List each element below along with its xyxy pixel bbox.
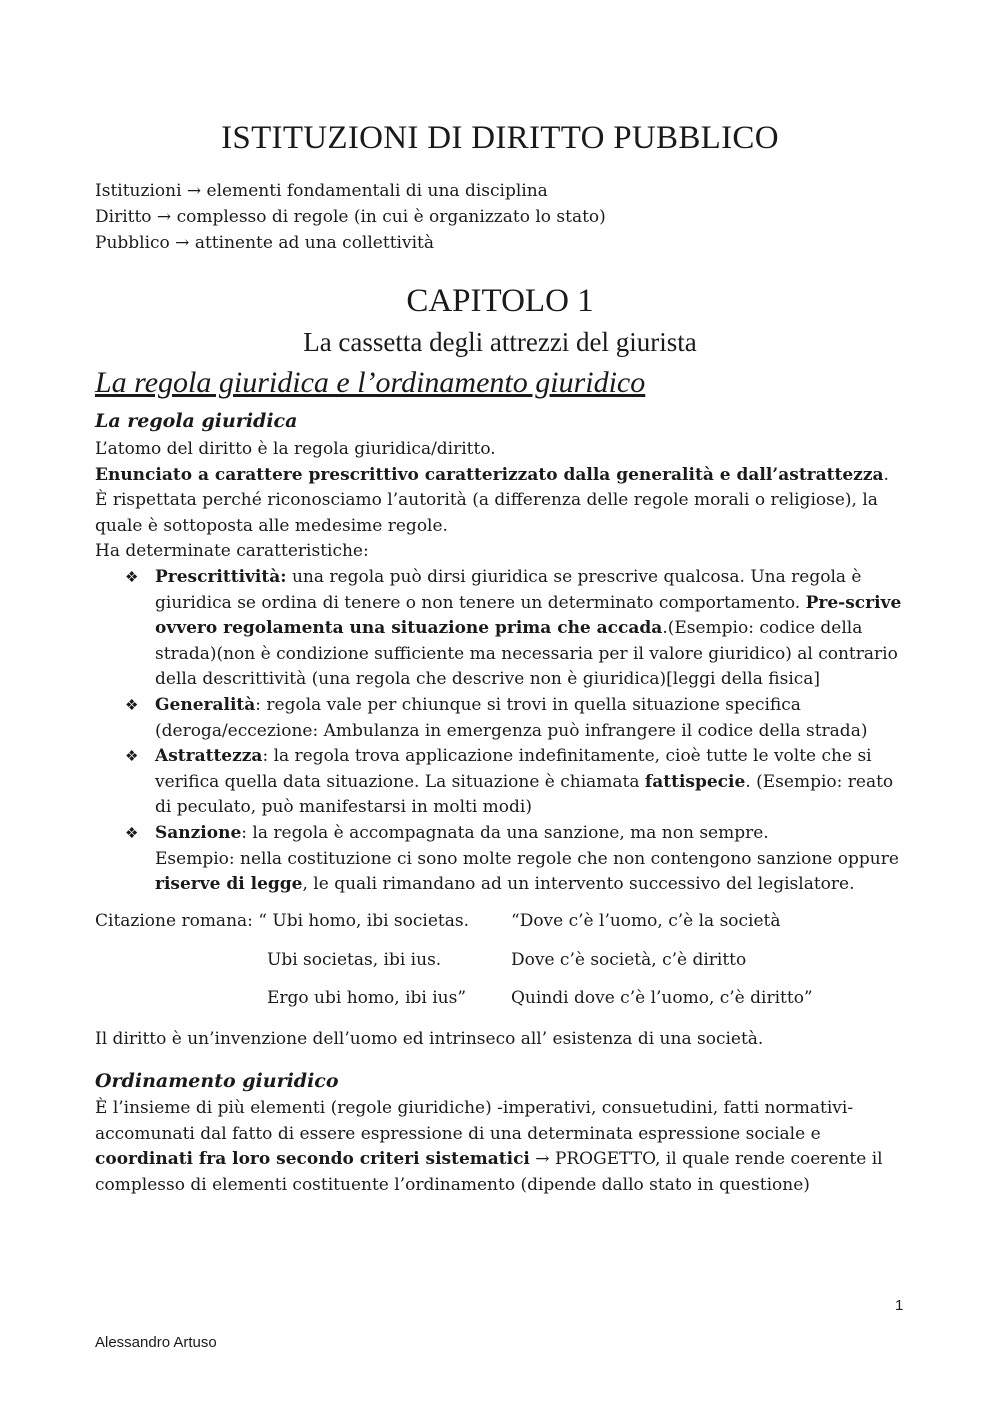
ordinamento-bold: coordinati fra loro secondo criteri sistematici	[95, 1149, 530, 1170]
ordinamento-text-rest: → PROGETTO, il quale rende coerente il complesso di elementi costituente l’ordinamento (dipende dallo stato in questione)	[95, 1149, 883, 1195]
bullet-term: Astrattezza	[155, 746, 263, 767]
diamond-bullet-icon: ❖	[125, 747, 139, 766]
bullet-term: Prescrittività:	[155, 567, 287, 587]
bullet-bold-text: Pre-scrive ovvero regolamenta una situazione prima che accada	[155, 592, 902, 639]
bullet-text-continued: , le quali rimandano ad un intervento successivo del legislatore.	[302, 874, 855, 895]
definition-pubblico: Pubblico → attinente ad una collettività	[95, 233, 434, 253]
regola-definition-rest: . È rispettata perché riconosciamo l’autorità (a differenza delle regole morali o religiose), la quale è sottoposta alle medesime regole.	[95, 464, 889, 536]
definition-diritto: Diritto → complesso di regole (in cui è organizzato lo stato)	[95, 207, 606, 227]
citation-italian-2: Dove c’è società, c’è diritto	[511, 950, 747, 970]
bullet-text-continued: .(Esempio: codice della strada)(non è condizione sufficiente ma necessaria per il valore giuridico) al contrario della descrittività (una regola che descrive non è giuridica)[leggi della fisica]	[155, 618, 898, 690]
bullet-term: Sanzione	[155, 822, 242, 843]
regola-definition-bold: Enunciato a carattere prescrittivo caratterizzato dalla generalità e dall’astrattezza	[95, 464, 884, 485]
citation-latin-3: Ergo ubi homo, ibi ius”	[267, 988, 467, 1008]
regola-paragraph	[95, 437, 905, 565]
regola-definition	[95, 463, 905, 540]
bullet-text-line2: Esempio: nella costituzione ci sono molte regole che non contengono sanzione oppure	[155, 848, 899, 869]
diamond-bullet-icon: ❖	[125, 695, 139, 714]
bullet-bold-text: riserve di legge	[155, 874, 303, 895]
list-item	[125, 565, 905, 693]
list-item	[125, 744, 905, 821]
chapter-heading: CAPITOLO 1	[406, 283, 594, 319]
characteristics-list	[125, 565, 905, 898]
ordinamento-text: È l’insieme di più elementi (regole giuridiche) -imperativi, consuetudini, fatti normativi- accomunati dal fatto di essere espressione di una determinata espressione sociale e	[95, 1098, 854, 1144]
footer-author: Alessandro Artuso	[95, 1334, 217, 1351]
conclusion-text: Il diritto è un’invenzione dell’uomo ed intrinseco all’ esistenza di una società.	[95, 1029, 764, 1049]
subsection-heading-ordinamento: Ordinamento giuridico	[95, 1070, 339, 1092]
page-title: ISTITUZIONI DI DIRITTO PUBBLICO	[221, 120, 779, 156]
bullet-text: : regola vale per chiunque si trovi in quella situazione specifica (deroga/eccezione: Ambulanza in emergenza può infrangere il codice della strada)	[155, 694, 868, 741]
bullet-text: una regola può dirsi giuridica se prescrive qualcosa. Una regola è giuridica se ordina di tenere o non tenere un determinato comportamento.	[155, 567, 862, 613]
definition-istituzioni: Istituzioni → elementi fondamentali di una disciplina	[95, 181, 548, 201]
diamond-bullet-icon: ❖	[125, 823, 139, 842]
bullet-text: : la regola è accompagnata da una sanzione, ma non sempre.	[241, 822, 769, 843]
regola-caratteristiche: Ha determinate caratteristiche:	[95, 541, 369, 562]
bullet-text-continued: . (Esempio: reato di peculato, può manifestarsi in molti modi)	[155, 771, 894, 818]
list-item	[125, 821, 905, 898]
regola-intro: L’atomo del diritto è la regola giuridica/diritto.	[95, 439, 496, 459]
bullet-term: Generalità	[155, 694, 256, 715]
ordinamento-paragraph	[95, 1096, 905, 1198]
bullet-text: : la regola trova applicazione indefinitamente, cioè tutte le volte che si verifica quella data situazione. La situazione è chiamata	[155, 746, 872, 792]
citation-italian-3: Quindi dove c’è l’uomo, c’è diritto”	[511, 988, 813, 1008]
citation-latin-2: Ubi societas, ibi ius.	[267, 950, 442, 970]
subsection-heading-regola: La regola giuridica	[95, 410, 298, 432]
bullet-bold-text: fattispecie	[644, 771, 746, 792]
page-number: 1	[895, 1297, 904, 1314]
citation-italian-1: “Dove c’è l’uomo, c’è la società	[511, 911, 781, 931]
citation-latin-1: Citazione romana: “ Ubi homo, ibi societas.	[95, 911, 470, 931]
list-item	[125, 693, 905, 744]
chapter-subtitle: La cassetta degli attrezzi del giurista	[303, 327, 697, 357]
definitions-list	[95, 178, 606, 256]
diamond-bullet-icon: ❖	[125, 568, 139, 586]
section-heading: La regola giuridica e l’ordinamento giuridico	[95, 366, 646, 399]
